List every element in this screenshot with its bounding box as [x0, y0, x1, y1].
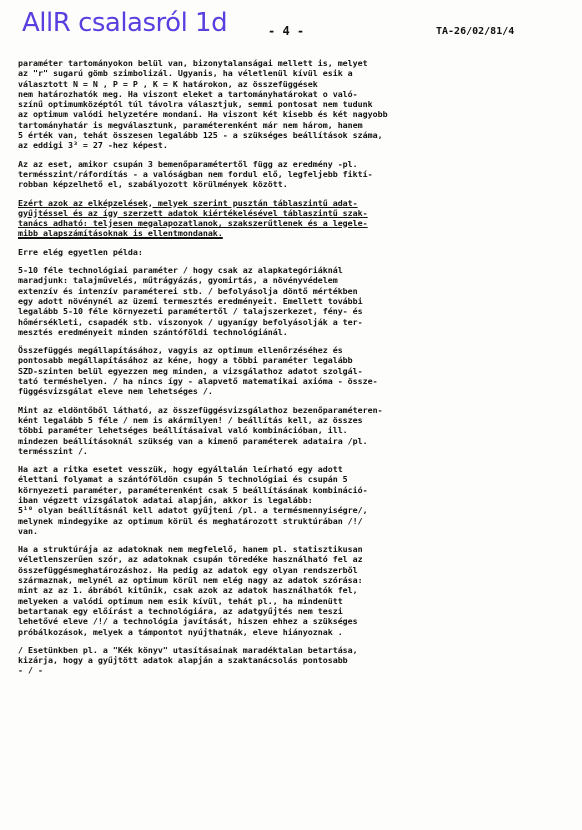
text-line: Összefüggés megállapításához, vagyis az optimum ellenőrzéséhez és: [18, 345, 343, 356]
text-line: az optimum valódi helyzetére mondani. Ha viszont két kisebb és két nagyobb: [18, 109, 388, 120]
text-line: többi paraméter lehetséges beállításaival való kombinációban, ill.: [18, 425, 348, 436]
text-line: gyűjtéssel és az így szerzett adatok kiértékelésével táblaszintű szak-: [18, 207, 368, 218]
text-line: összefüggésmeghatározáshoz. Ha pedig az adatok egy olyan rendszerből: [18, 564, 358, 575]
text-line: Ezért azok az elképzelések, melyek szerint pusztán táblaszintű adat-: [18, 197, 358, 208]
text-line: - / -: [18, 665, 43, 676]
text-line: származnak, melynél az optimum körül nem elég nagy az adatok szórása:: [18, 575, 363, 586]
text-line: egy adott növénynél az üzemi termesztés eredményeit. Emellett további: [18, 295, 363, 306]
handwritten-stamp-title: AllR csalasról 1d: [22, 8, 228, 38]
text-line: melynek mindegyike az optimum körül és meghatározott struktúrában /!/: [18, 515, 363, 526]
text-line: színű optimumközéptól túl távolra választjuk, semmi pontosat nem tudunk: [18, 99, 373, 110]
text-line: legalább 5-10 féle környezeti paramétertől / talajszerkezet, fény- és: [18, 306, 363, 317]
text-line: maradjunk: talajművelés, műtrágyázás, gyomirtás, a növényvédelem: [18, 275, 338, 286]
text-line: az eddigi 3³ = 27 -hez képest.: [18, 140, 168, 151]
text-line: 5¹⁰ olyan beállításnál kell adatot gyűjteni /pl. a termésmennyiségre/,: [18, 505, 368, 516]
text-line: Mint az eldöntőből látható, az összefüggésvizsgálathoz bezenőparaméteren-: [18, 404, 383, 415]
paragraph: [18, 247, 574, 257]
paragraph: [18, 544, 574, 637]
text-line: választott N = N , P = P , K = K határokon, az összefüggések: [18, 78, 318, 89]
paragraph: [18, 58, 574, 151]
text-line: iban végzett vizsgálatok adatai alapján, akkor is legalább:: [18, 494, 313, 505]
text-line: környezeti paraméter, paraméterenként csak 5 beállításának kombináció-: [18, 484, 368, 495]
text-line: mibb alapszámításoknak is ellentmondanak.: [18, 228, 223, 239]
document-reference: TA-26/02/81/4: [436, 26, 515, 37]
paragraph: [18, 265, 574, 337]
page-number: - 4 -: [268, 24, 305, 38]
text-line: mint az az 1. ábrából kitűnik, csak azok az adatok használhatók fel,: [18, 585, 358, 596]
text-line: betartanak egy előírást a technológiára, az adatgyűjtés nem teszi: [18, 605, 343, 616]
text-line: az "r" sugarú gömb szimbolizál. Ugyanis, ha véletlenül kívül esik a: [18, 68, 353, 79]
text-line: véletlenszerűen szór, az adatoknak csupán töredéke használható fel az: [18, 554, 363, 565]
text-line: tató terméshelyen. / ha nincs így - alapvető matematikai axióma - össze-: [18, 376, 378, 387]
text-line: ként legalább 5 féle / nem is akármilyen! / beállítás kell, az összes: [18, 414, 363, 425]
paragraph: [18, 464, 574, 536]
text-line: lehetővé eleve /!/ a technológia javítását, hiszen ehhez a szükséges: [18, 616, 358, 627]
text-line: Az az eset, amikor csupán 3 bemenőparamétertől függ az eredmény -pl.: [18, 158, 358, 169]
text-line: kizárja, hogy a gyűjtött adatok alapján a szaktanácsolás pontosabb: [18, 655, 348, 666]
text-line: hőmérsékleti, csapadék stb. viszonyok / ugyanígy befolyásolják a ter-: [18, 316, 363, 327]
text-line: extenzív és intenzív paraméterei stb. / befolyásolja döntő mértékben: [18, 285, 358, 296]
text-line: próbálkozások, melyek a támpontot nyújthatnák, eleve hiányoznak .: [18, 626, 343, 637]
text-line: mesztés eredményeit minden szántóföldi technológiánál.: [18, 326, 288, 337]
text-line: tartományhatár is megválasztunk, paraméterenként már nem három, hanem: [18, 119, 363, 130]
text-line: Erre elég egyetlen példa:: [18, 246, 143, 257]
text-line: SZD-szinten belül egyezzen meg minden, a vizsgálathoz adatot szolgál-: [18, 365, 363, 376]
paragraph: [18, 159, 574, 190]
text-line: / Esetünkben pl. a "Kék könyv" utasításainak maradéktalan betartása,: [18, 644, 358, 655]
paragraph: [18, 405, 574, 456]
text-line: 5 érték van, tehát összesen legalább 125 - a szükséges beállítások száma,: [18, 130, 383, 141]
paragraph: [18, 345, 574, 396]
text-line: robban képzelhető el, szabályozott körülmények között.: [18, 179, 288, 190]
text-line: paraméter tartományokon belül van, bizonytalanságai mellett is, melyet: [18, 58, 368, 68]
text-line: nem határozhatók meg. Ha viszont eleket a tartományhatárokat o való-: [18, 88, 358, 99]
text-line: pontosabb megállapításához az kéne, hogy a többi paraméter legalább: [18, 355, 353, 366]
document-body: [18, 58, 574, 684]
text-line: függésvizsgálat eleve nem lehetséges /.: [18, 386, 213, 397]
text-line: Ha azt a ritka esetet vesszük, hogy egyáltalán leírható egy adott: [18, 464, 343, 475]
text-line: Ha a struktúrája az adatoknak nem megfelelő, hanem pl. statisztikusan: [18, 544, 363, 555]
text-line: termésszint /.: [18, 445, 88, 456]
text-line: van.: [18, 525, 38, 536]
paragraph: [18, 198, 574, 239]
text-line: termésszint/ráfordítás - a valóságban nem fordul elő, legfeljebb fiktí-: [18, 168, 373, 179]
text-line: tanács adható: teljesen megalapozatlanok, szakszerűtlenek és a legele-: [18, 218, 368, 229]
text-line: 5-10 féle technológiai paraméter / hogy csak az alapkategóriáknál: [18, 265, 343, 276]
text-line: melyeken a valódi optimum nem esik kívül, tehát pl., ha mindenütt: [18, 595, 343, 606]
paragraph: [18, 645, 574, 676]
text-line: élettani folyamat a szántóföldön csupán 5 technológiai és csupán 5: [18, 474, 348, 485]
text-line: mindezen beállításoknál szükség van a kimenő paraméterek adataira /pl.: [18, 435, 368, 446]
